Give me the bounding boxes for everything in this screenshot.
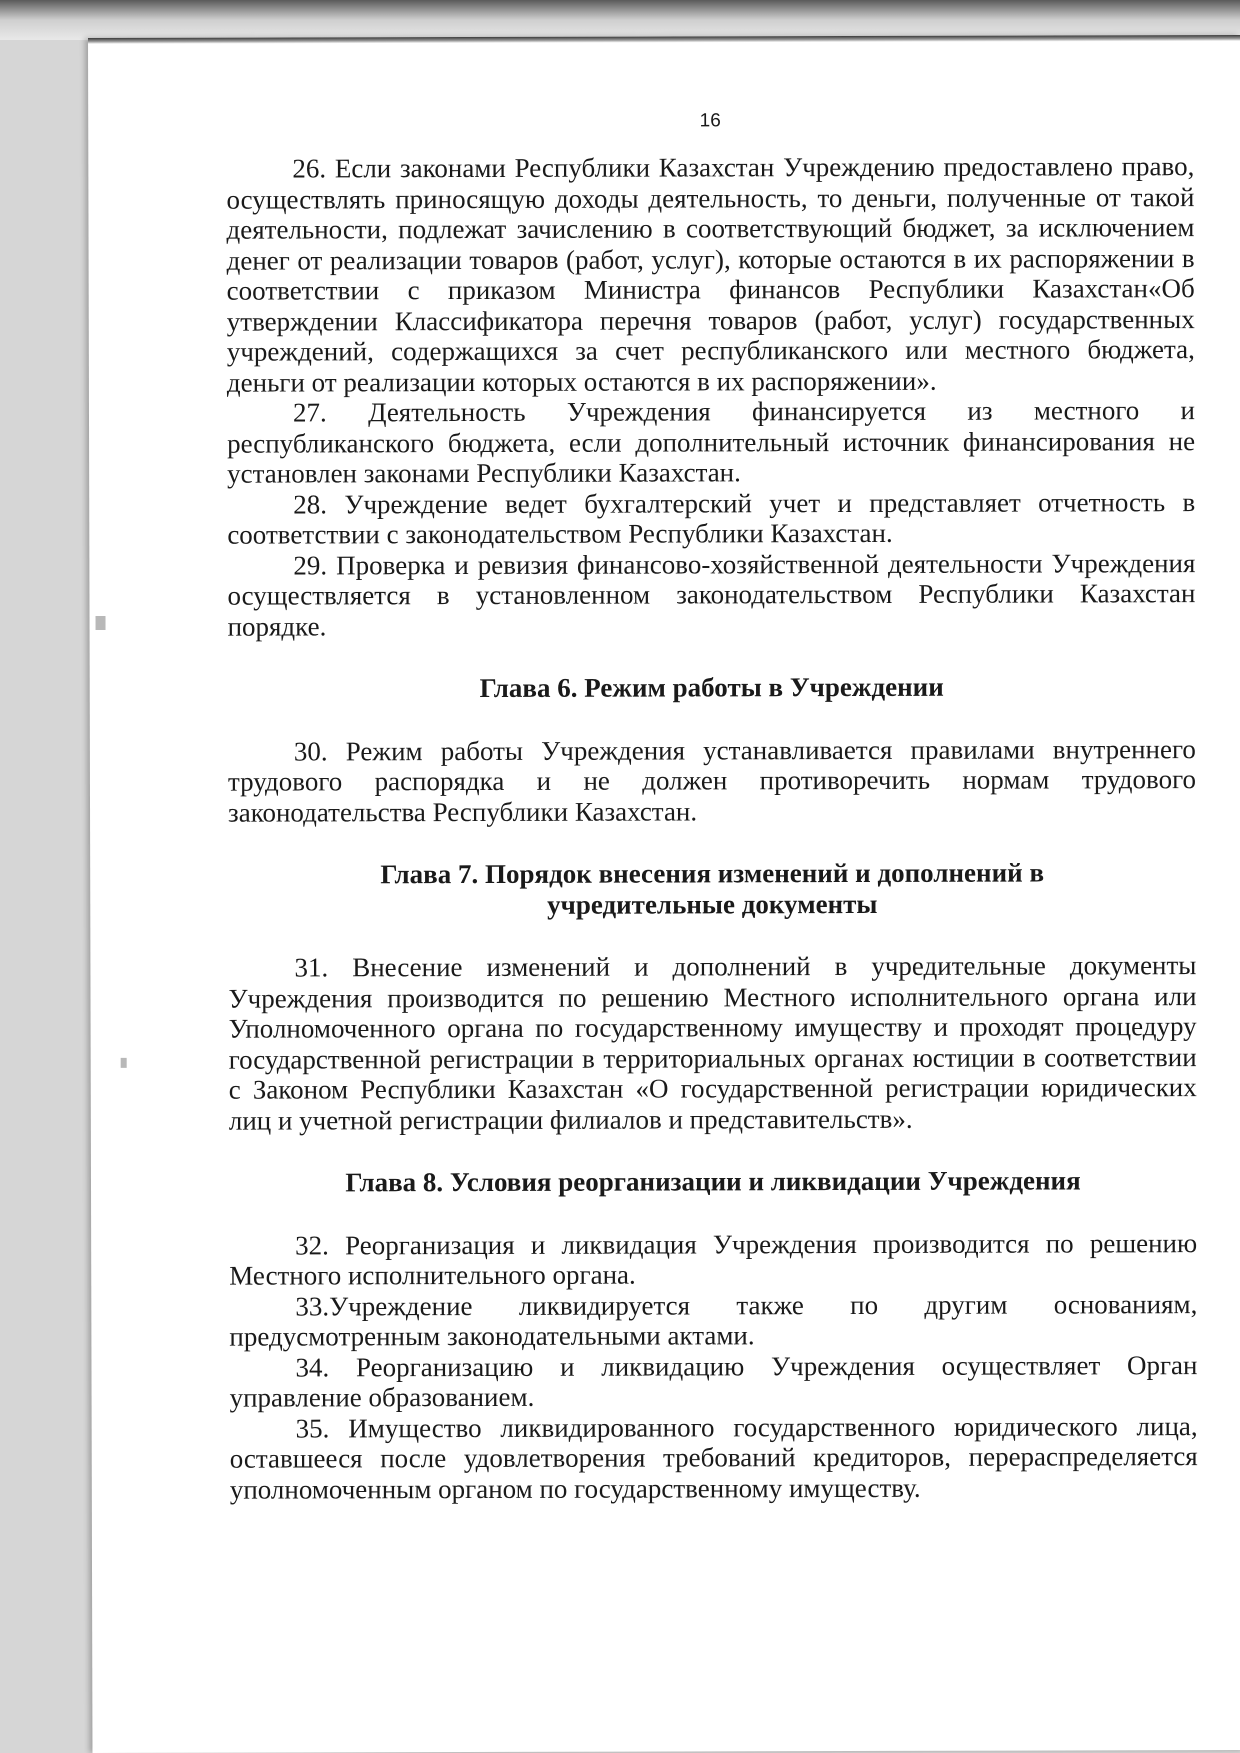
chapter-6-heading: Глава 6. Режим работы в Учреждении <box>479 671 944 703</box>
chapter-7-heading-line-1: Глава 7. Порядок внесения изменений и дополнений в <box>380 857 1045 890</box>
chapter-8-heading: Глава 8. Условия реорганизации и ликвидации Учреждения <box>345 1165 1081 1198</box>
chapter-7-heading <box>228 857 1196 921</box>
binding-hole-mark <box>121 1058 127 1068</box>
document-body <box>226 109 1198 1505</box>
paragraph-32: 32. Реорганизация и ликвидация Учреждения производится по решению Местного исполнительного органа. <box>229 1227 1198 1291</box>
paragraph-29: 29. Проверка и ревизия финансово-хозяйственной деятельности Учреждения осуществляется в установленном законодательством Республики Казахстан порядке. <box>227 547 1196 642</box>
paragraph-28: 28. Учреждение ведет бухгалтерский учет и представляет отчетность в соответствии с законодательством Республики Казахстан. <box>227 486 1196 550</box>
paragraph-33: 33.Учреждение ликвидируется также по другим основаниям, предусмотренным законодательными актами. <box>229 1288 1198 1352</box>
paragraph-34: 34. Реорганизацию и ликвидацию Учреждения осуществляет Орган управление образованием. <box>229 1349 1198 1413</box>
binding-hole-mark <box>96 616 106 630</box>
document-page <box>88 35 1240 1753</box>
page-number: 16 <box>699 110 721 132</box>
paragraph-35: 35. Имущество ликвидированного государственного юридического лица, оставшееся после удовлетворения требований кредиторов, перераспределяется уполномоченным органом по государственному имуществу. <box>229 1410 1198 1505</box>
scanner-edge <box>0 0 1240 40</box>
paragraph-31: 31. Внесение изменений и дополнений в учредительные документы Учреждения производится по решению Местного исполнительного органа или Уполномоченного органа по государственному имуществу и проходят процедуру государственной регистрации в территориальных органах юстиции в соответствии с Законом Республики Казахстан «О государственной регистрации юридических лиц и учетной регистрации филиалов и представительств». <box>228 950 1197 1136</box>
paragraph-30: 30. Режим работы Учреждения устанавливается правилами внутреннего трудового распорядка и не должен противоречить нормам трудового законодательства Республики Казахстан. <box>227 733 1196 828</box>
chapter-7-heading-line-2: учредительные документы <box>547 888 878 920</box>
paragraph-27: 27. Деятельность Учреждения финансируется из местного и республиканского бюджета, если дополнительный источник финансирования не установлен законами Республики Казахстан. <box>227 395 1196 489</box>
paragraph-26: 26. Если законами Республики Казахстан Учреждению предоставлено право, осуществлять приносящую доходы деятельность, то деньги, полученные от такой деятельности, подлежат зачислению в соответствующий бюджет, за исключением денег от реализации товаров (работ, услуг), которые остаются в их распоряжении в соответствии с приказом Министра финансов Республики Казахстан«Об утверждении Классификатора перечня товаров (работ, услуг) государственных учреждений, содержащихся за счет республиканского или местного бюджета, деньги от реализации которых остаются в их распоряжении». <box>226 151 1195 398</box>
